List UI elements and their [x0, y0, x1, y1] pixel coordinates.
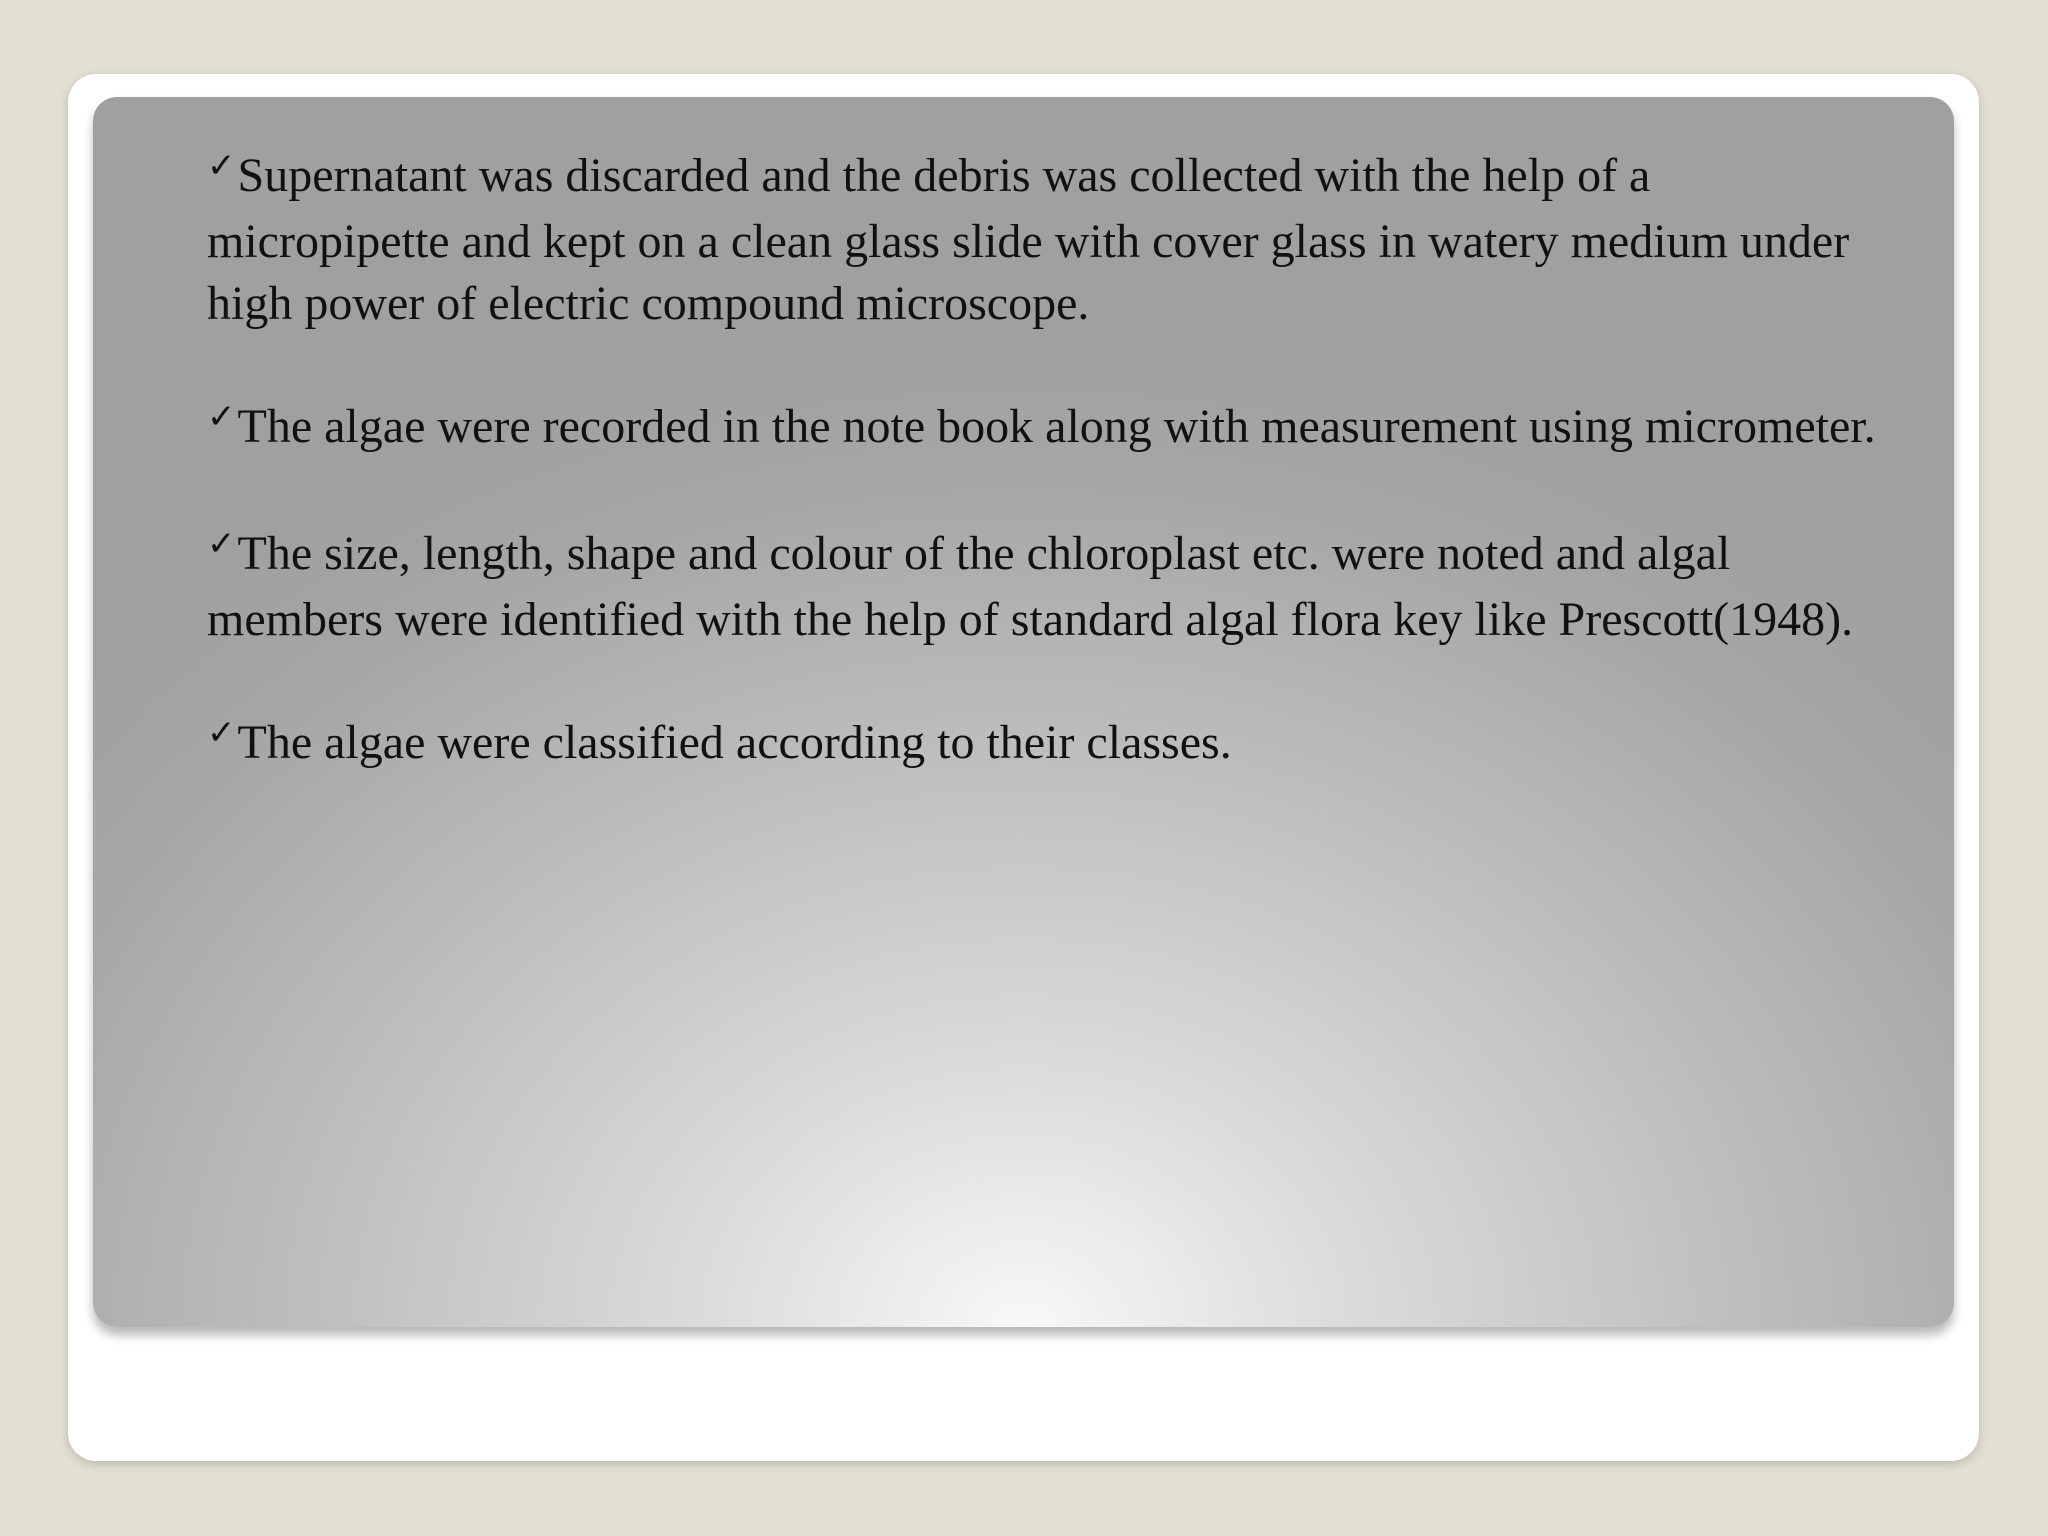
- check-mark-icon: ✓: [207, 397, 236, 437]
- check-mark-icon: ✓: [207, 524, 236, 564]
- bullet-item: [207, 712, 1887, 778]
- bullet-item: [207, 145, 1887, 335]
- bullet-list: [207, 145, 1887, 839]
- bullet-text: Supernatant was discarded and the debris was collected with the help of a micropipette and kept on a clean glass slide with cover glass in watery medium under high power of electric compound microscope.: [207, 149, 1850, 330]
- bullet-item: [207, 523, 1887, 651]
- bullet-text: The algae were classified according to their classes.: [237, 716, 1232, 769]
- check-mark-icon: ✓: [207, 146, 236, 186]
- check-mark-icon: ✓: [207, 713, 236, 753]
- bullet-text: The algae were recorded in the note book along with measurement using micrometer.: [237, 400, 1876, 453]
- bullet-item: [207, 396, 1887, 462]
- bullet-text: The size, length, shape and colour of the chloroplast etc. were noted and algal members were identified with the help of standard algal flora key like Prescott(1948).: [207, 527, 1854, 646]
